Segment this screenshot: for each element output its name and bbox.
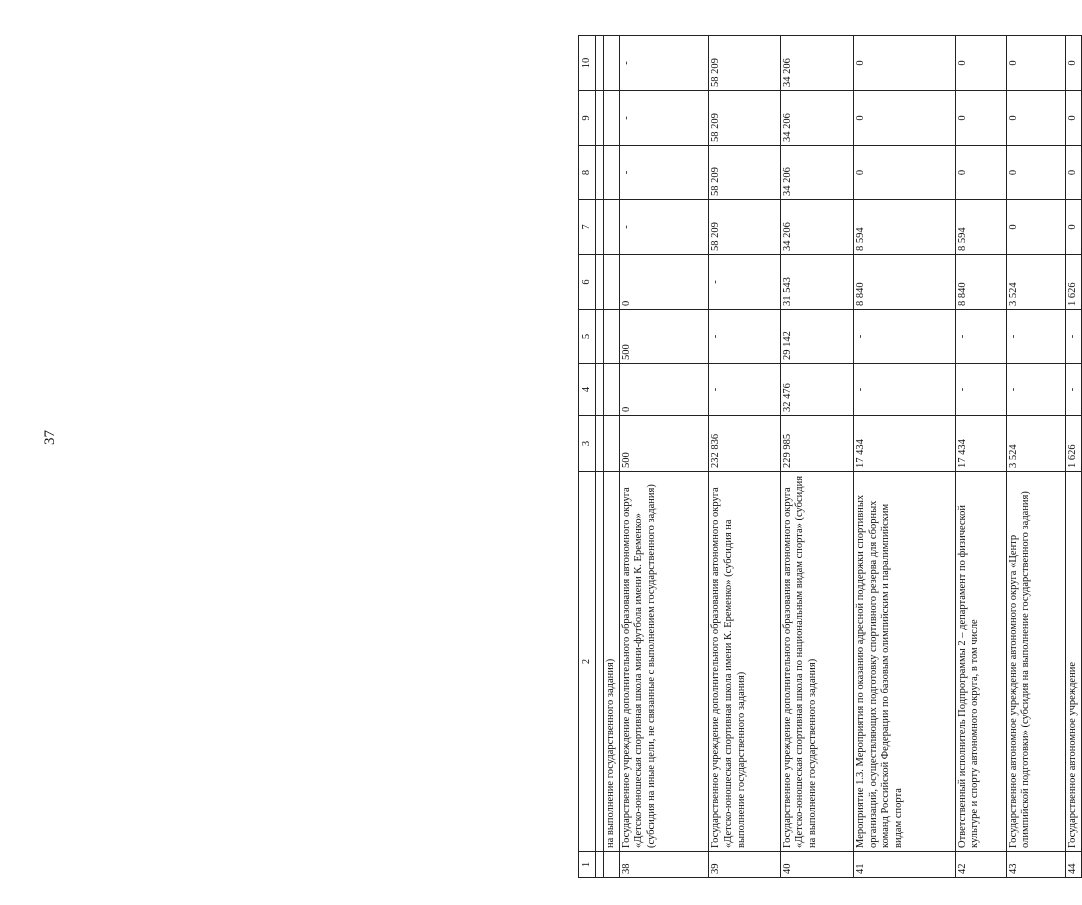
row-number: 43: [1006, 852, 1065, 878]
value-cell: 0: [1006, 91, 1065, 146]
value-cell: -: [955, 310, 1006, 364]
header-cell: 10: [579, 36, 596, 91]
page-number: 37: [42, 430, 58, 445]
row-number: 42: [955, 852, 1006, 878]
row-description: Мероприятие 1.3. Мероприятия по оказанию адресной поддержки спортивных организаций, осуществляющих подготовку спортивного резерва для сборных команд Российской Федерации по базовым олимпийским и паралимпийским видам спорта: [853, 472, 955, 852]
budget-table-rotated: [578, 36, 1082, 878]
value-cell: -: [1065, 364, 1081, 416]
header-cell: 8: [579, 146, 596, 200]
value-cell: 0: [1006, 200, 1065, 255]
value-cell: 17 434: [853, 416, 955, 472]
value-cell: -: [1065, 310, 1081, 364]
header-cell: 3: [579, 416, 596, 472]
value-cell: -: [1006, 364, 1065, 416]
table-row: [619, 36, 709, 878]
value-cell: 0: [1065, 36, 1081, 91]
value-cell: -: [955, 364, 1006, 416]
value-cell: 0: [1065, 146, 1081, 200]
row-description: Государственное учреждение дополнительного образования автономного округа «Детско-юношеская спортивная школа имени К. Еременко» (субсидия на выполнение государственного задания): [709, 472, 780, 852]
table-header-row: [579, 36, 596, 878]
value-cell: 3 524: [1006, 255, 1065, 310]
table-row: [955, 36, 1006, 878]
value-cell: 8 594: [955, 200, 1006, 255]
value-cell: 31 543: [780, 255, 853, 310]
value-cell: 229 985: [780, 416, 853, 472]
header-cell: 5: [579, 310, 596, 364]
value-cell: 58 209: [709, 200, 780, 255]
value-cell: 0: [1006, 36, 1065, 91]
row-description: Государственное учреждение дополнительного образования автономного округа «Детско-юношеская спортивная школа по национальным видам спорта» (субсидия на выполнение государственного задания): [780, 472, 853, 852]
value-cell: 8 840: [955, 255, 1006, 310]
value-cell: 500: [619, 416, 709, 472]
value-cell: 0: [955, 91, 1006, 146]
continuation-row: [604, 36, 620, 878]
continuation-text: на выполнение государственного задания): [604, 472, 620, 852]
value-cell: 34 206: [780, 36, 853, 91]
value-cell: 0: [1006, 146, 1065, 200]
value-cell: 58 209: [709, 146, 780, 200]
table-row: [853, 36, 955, 878]
value-cell: 29 142: [780, 310, 853, 364]
row-description: Государственное автономное учреждение автономного округа «Центр олимпийской подготовки» (субсидия на выполнение государственного задания): [1006, 472, 1065, 852]
row-number: 40: [780, 852, 853, 878]
value-cell: 34 206: [780, 91, 853, 146]
value-cell: 0: [619, 255, 709, 310]
value-cell: 34 206: [780, 146, 853, 200]
row-description: Ответственный исполнитель Подпрограммы 2 – департамент по физической культуре и спорту автономного округа, в том числе: [955, 472, 1006, 852]
value-cell: -: [619, 146, 709, 200]
header-cell: 4: [579, 364, 596, 416]
row-number: 41: [853, 852, 955, 878]
table-subheader-row: [596, 36, 604, 878]
value-cell: 0: [853, 146, 955, 200]
header-cell: 6: [579, 255, 596, 310]
value-cell: -: [709, 255, 780, 310]
value-cell: -: [619, 200, 709, 255]
row-number: 38: [619, 852, 709, 878]
header-cell: 9: [579, 91, 596, 146]
value-cell: 17 434: [955, 416, 1006, 472]
value-cell: 32 476: [780, 364, 853, 416]
value-cell: 1 626: [1065, 255, 1081, 310]
row-description: Государственное учреждение дополнительного образования автономного округа «Детско-юношеская спортивная школа мини-футбола имени К. Еременко» (субсидия на иные цели, не связанные с выполнением государственного задания): [619, 472, 709, 852]
budget-table: [578, 35, 1082, 878]
value-cell: 0: [955, 146, 1006, 200]
row-description: Государственное автономное учреждение: [1065, 472, 1081, 852]
value-cell: 3 524: [1006, 416, 1065, 472]
value-cell: -: [709, 310, 780, 364]
header-cell: 1: [579, 852, 596, 878]
value-cell: -: [619, 36, 709, 91]
value-cell: 34 206: [780, 200, 853, 255]
value-cell: 500: [619, 310, 709, 364]
value-cell: -: [853, 364, 955, 416]
value-cell: 0: [619, 364, 709, 416]
value-cell: 0: [1065, 91, 1081, 146]
header-cell: 2: [579, 472, 596, 852]
value-cell: 8 594: [853, 200, 955, 255]
value-cell: 58 209: [709, 91, 780, 146]
value-cell: 0: [853, 91, 955, 146]
value-cell: 0: [853, 36, 955, 91]
table-row: [1006, 36, 1065, 878]
value-cell: -: [853, 310, 955, 364]
value-cell: 0: [1065, 200, 1081, 255]
table-row: [709, 36, 780, 878]
row-number: 39: [709, 852, 780, 878]
value-cell: 0: [955, 36, 1006, 91]
value-cell: -: [1006, 310, 1065, 364]
table-row: [780, 36, 853, 878]
value-cell: 1 626: [1065, 416, 1081, 472]
value-cell: 8 840: [853, 255, 955, 310]
header-cell: 7: [579, 200, 596, 255]
value-cell: 232 836: [709, 416, 780, 472]
row-number: 44: [1065, 852, 1081, 878]
table-row: [1065, 36, 1081, 878]
value-cell: -: [619, 91, 709, 146]
value-cell: 58 209: [709, 36, 780, 91]
value-cell: -: [709, 364, 780, 416]
